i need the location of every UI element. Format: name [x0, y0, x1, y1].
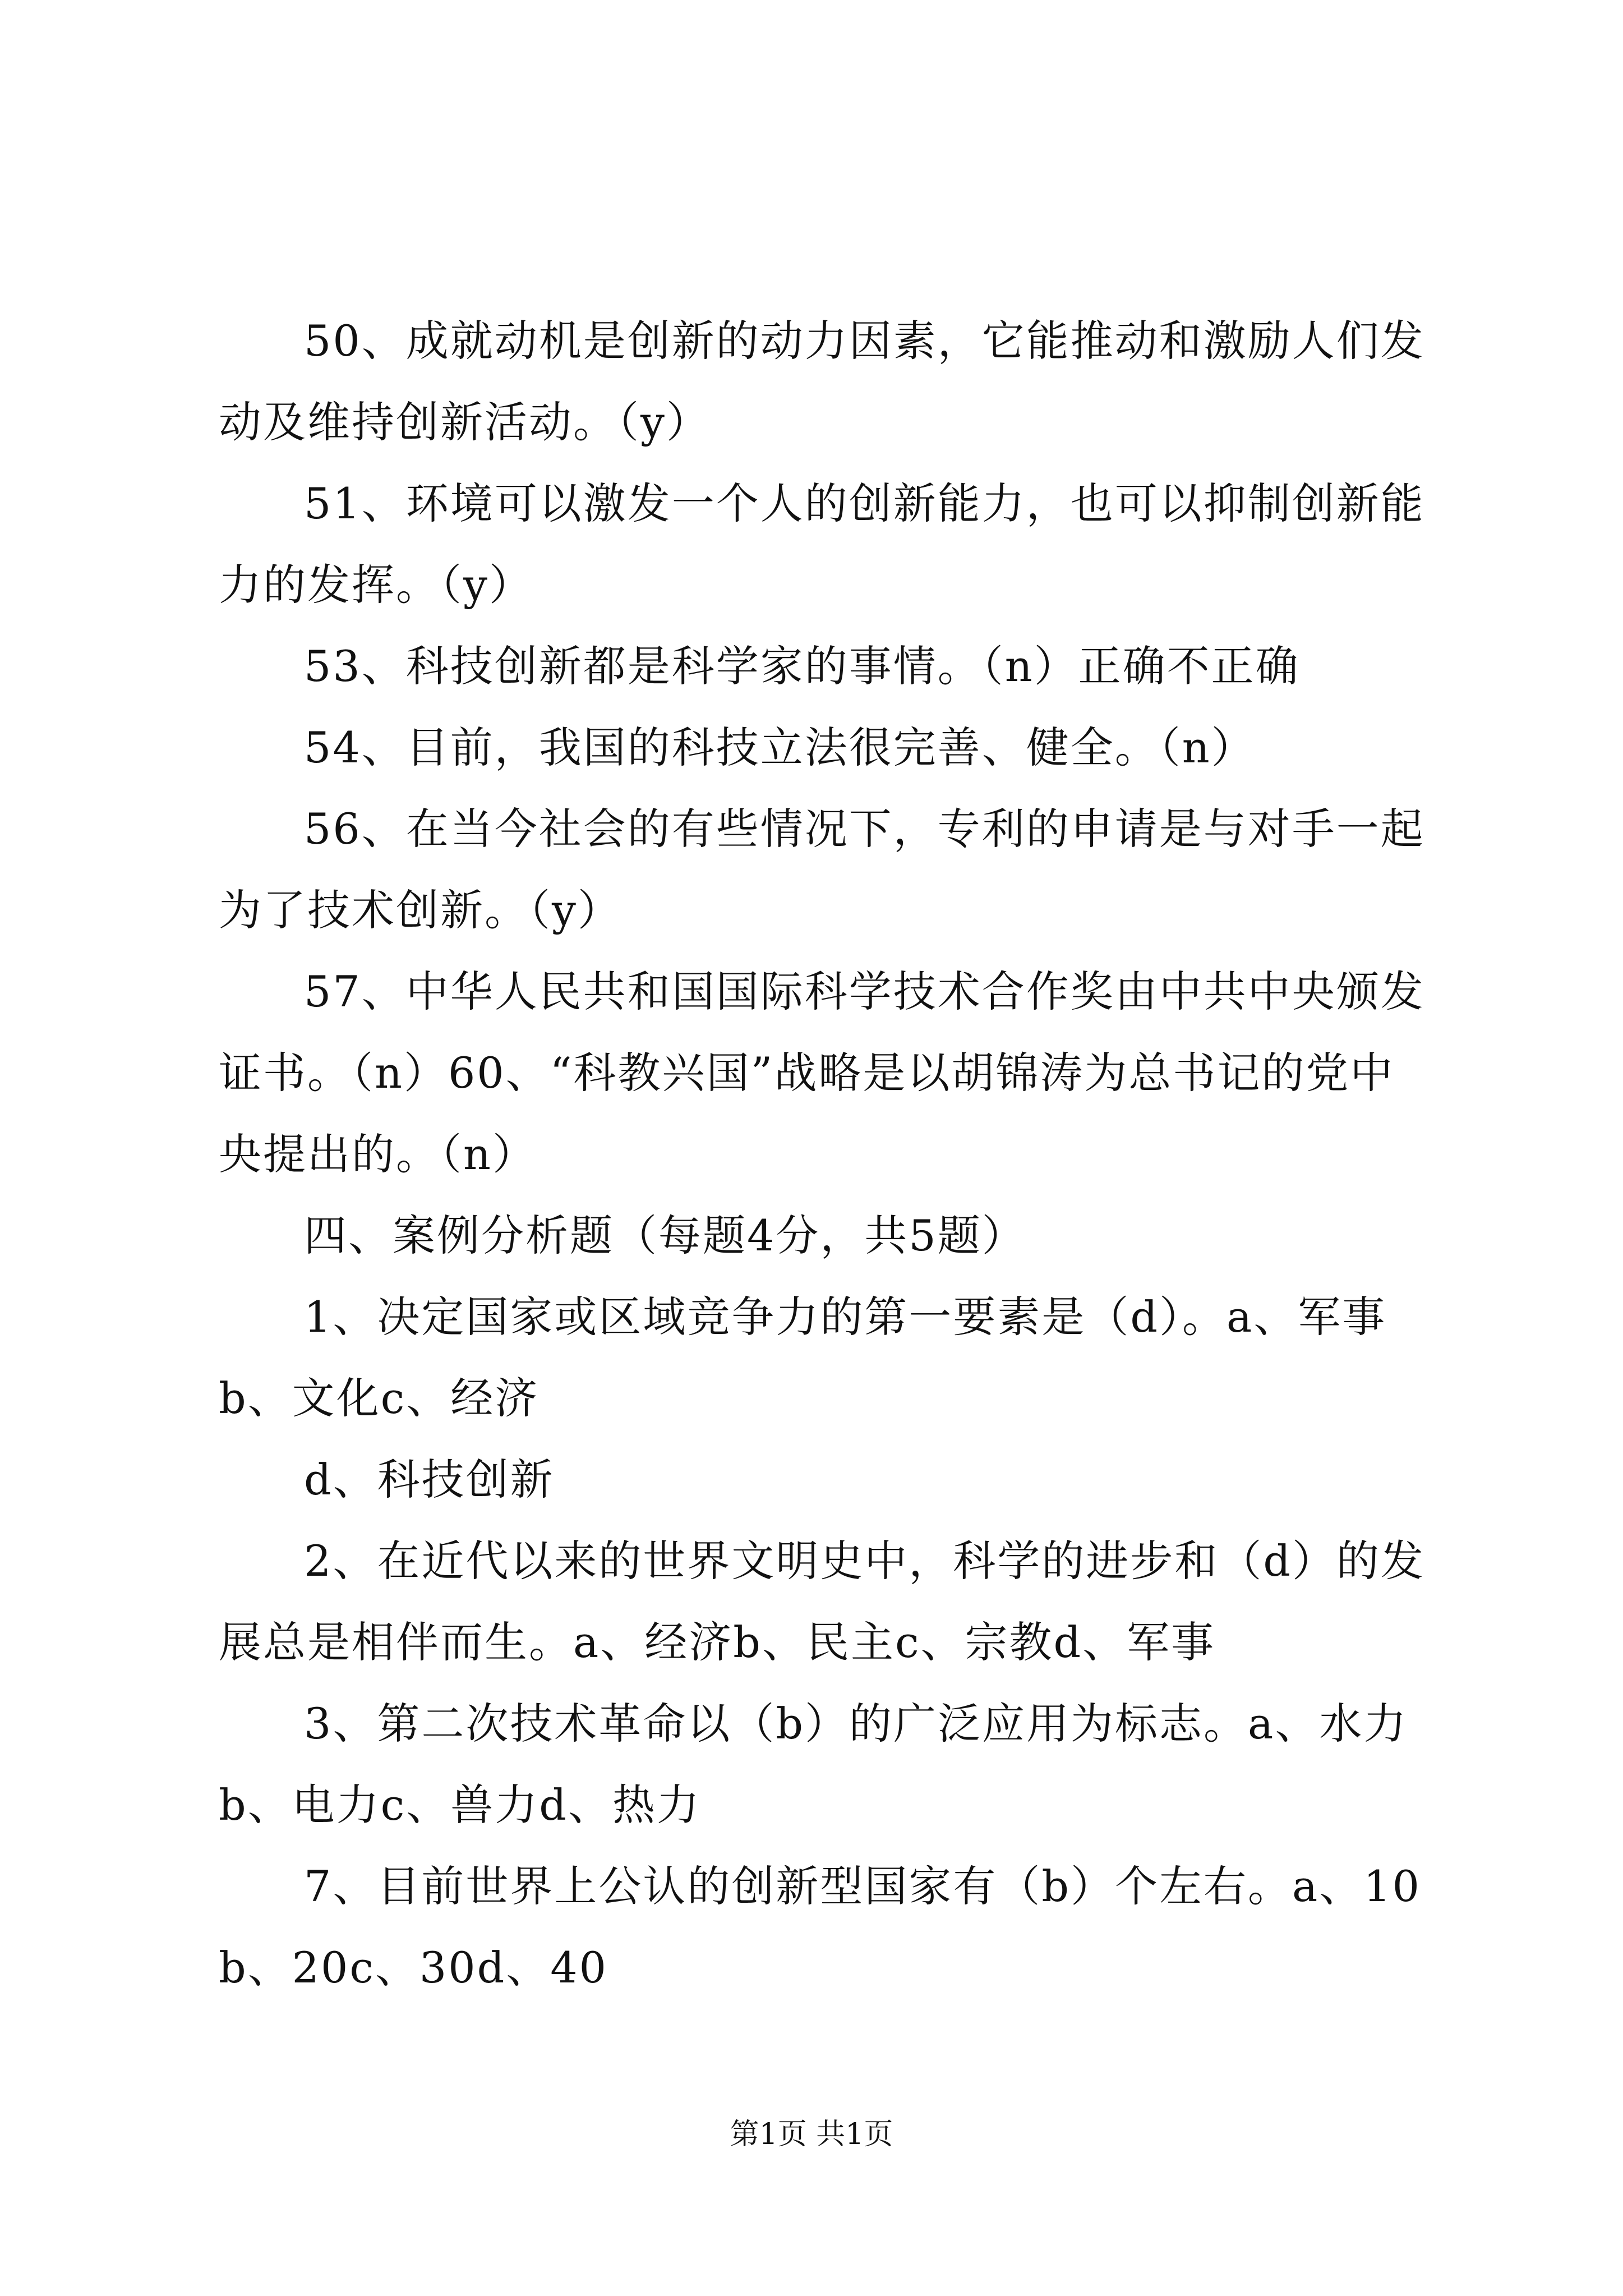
paragraph-q53: 53、科技创新都是科学家的事情。（n）正确不正确 — [304, 641, 1300, 691]
paragraph-case-q7: 7、目前世界上公认的创新型国家有（b）个左右。a、10b、20c、30d、40 — [219, 1861, 1422, 1993]
section-heading-case-analysis: 四、案例分析题（每题4分，共5题） — [304, 1211, 1026, 1260]
paragraph-q56: 56、在当今社会的有些情况下，专利的申请是与对手一起为了技术创新。（y） — [219, 804, 1425, 935]
paragraph-q50: 50、成就动机是创新的动力因素，它能推动和激励人们发动及维持创新活动。（y） — [219, 316, 1425, 447]
document-body — [219, 300, 1427, 2008]
paragraph-q57-q60: 57、中华人民共和国国际科学技术合作奖由中共中央颁发证书。（n）60、“科教兴国”战略是以胡锦涛为总书记的党中央提出的。（n） — [219, 967, 1425, 1179]
paragraph-case-q2: 2、在近代以来的世界文明史中，科学的进步和（d）的发展总是相伴而生。a、经济b、民主c、宗教d、军事 — [219, 1536, 1426, 1667]
paragraph-case-q1: 1、决定国家或区域竞争力的第一要素是（d）。a、军事b、文化c、经济 — [219, 1292, 1387, 1423]
paragraph-q51: 51、环境可以激发一个人的创新能力，也可以抑制创新能力的发挥。（y） — [219, 478, 1425, 610]
paragraph-case-q3: 3、第二次技术革命以（b）的广泛应用为标志。a、水力b、电力c、兽力d、热力 — [219, 1699, 1408, 1830]
paragraph-case-q1-option-d: d、科技创新 — [304, 1455, 555, 1504]
page-footer: 第1页 共1页 — [730, 2118, 893, 2151]
paragraph-q54: 54、目前，我国的科技立法很完善、健全。（n） — [304, 723, 1256, 772]
